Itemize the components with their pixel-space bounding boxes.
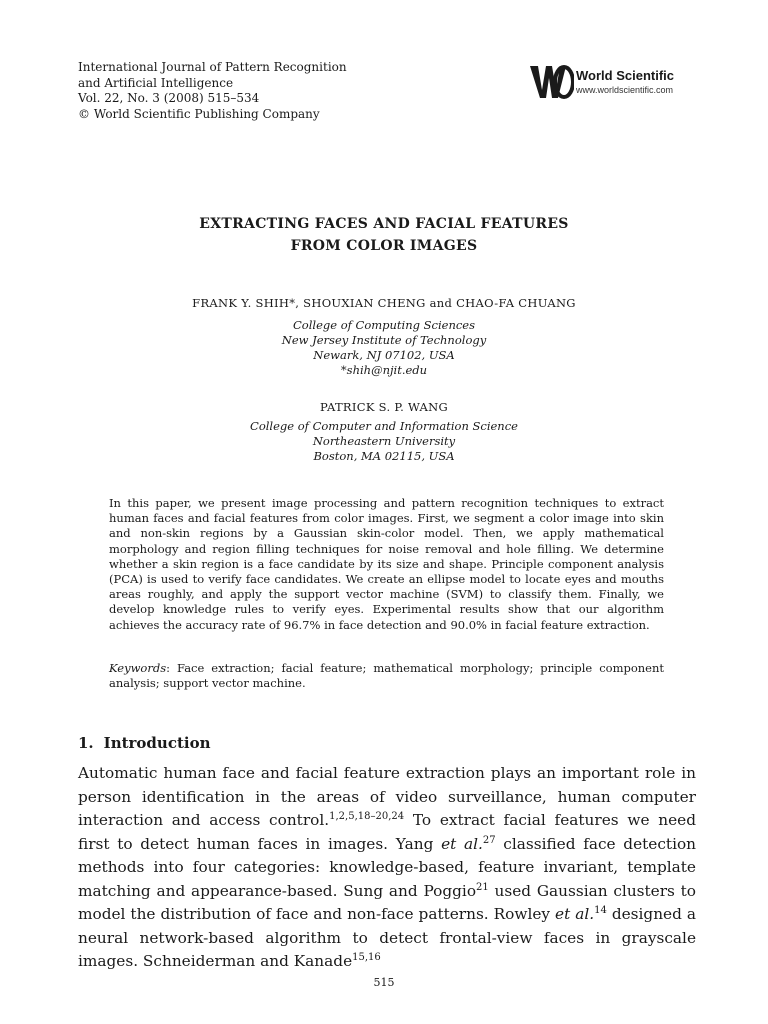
affiliation-line: New Jersey Institute of Technology (281, 333, 487, 347)
text-segment: designed a neural network-based algorithm to detect frontal-view faces in grayscale images. Schneiderman and Kanade (78, 905, 697, 970)
authors-primary: FRANK Y. SHIH*, SHOUXIAN CHENG and CHAO-FA CHUANG (192, 296, 576, 310)
affiliation-line: College of Computing Sciences (292, 318, 476, 332)
author-email: *shih@njit.edu (340, 363, 428, 377)
et-al: et al. (555, 905, 595, 923)
affiliation-1 (0, 318, 768, 378)
text-segment: used Gaussian clusters to model the distribution of face and non-face patterns. Rowley (78, 881, 696, 923)
text-segment: Automatic human face and facial feature extraction plays an important role in person identification in the areas of video surveillance, human computer interaction and access control. (78, 764, 696, 829)
text-segment: classified face detection methods into four categories: knowledge-based, feature invariant, template matching and appearance-based. Sung and Poggio (78, 834, 697, 900)
keywords: Keywords: Face extraction; facial feature; mathematical morphology; principle component analysis; support vector machine. (109, 661, 664, 691)
section-number: 1. (78, 734, 94, 752)
affiliation-line: Boston, MA 02115, USA (313, 449, 455, 463)
citation: 27 (482, 834, 496, 846)
citation: 15,16 (352, 951, 381, 963)
publisher-name: World Scientific (576, 68, 674, 83)
citation: 21 (476, 881, 489, 893)
publisher-logo (528, 62, 708, 102)
section-heading (78, 734, 211, 752)
affiliation-line: Newark, NJ 07102, USA (313, 348, 455, 362)
journal-line: © World Scientific Publishing Company (78, 106, 320, 121)
keywords-text: Face extraction; facial feature; mathematical morphology; principle component analysis; support vector machine. (109, 661, 664, 691)
et-al: et al. (441, 834, 483, 853)
journal-line: Vol. 22, No. 3 (2008) 515–534 (78, 91, 260, 105)
journal-line: International Journal of Pattern Recognition (78, 60, 347, 74)
author-secondary: PATRICK S. P. WANG (320, 400, 448, 414)
world-scientific-logo-icon (528, 62, 574, 102)
journal-info (78, 60, 347, 122)
page-number: 515 (373, 976, 395, 989)
journal-line: and Artificial Intelligence (78, 75, 234, 90)
paper-title-line-2: FROM COLOR IMAGES (290, 238, 478, 254)
abstract: In this paper, we present image processing and pattern recognition techniques to extract human faces and facial features from color images. First, we segment a color image into skin and non-skin regions by a Gaussian skin-color model. Then, we apply mathematical morphology and region filling techniques for noise removal and hole filling. We determine whether a skin region is a face candidate by its size and shape. Principle component analysis (PCA) is used to verify face candidates. We create an ellipse model to locate eyes and mouths areas roughly, and apply the support vector machine (SVM) to classify them. Finally, we develop knowledge rules to verify eyes. Experimental results show that our algorithm achieves the accuracy rate of 96.7% in face detection and 90.0% in facial feature extraction. (109, 496, 664, 632)
citation: 14 (594, 904, 607, 916)
paper-title-line-1: EXTRACTING FACES AND FACIAL FEATURES (199, 216, 569, 232)
keywords-label: Keywords (109, 661, 167, 675)
intro-paragraph (78, 762, 696, 974)
citation: 1,2,5,18–20,24 (329, 810, 405, 822)
affiliation-line: College of Computer and Information Science (250, 419, 518, 433)
text-segment: To extract facial features we need first to detect human faces in images. Yang (78, 811, 696, 853)
affiliation-line: Northeastern University (312, 434, 456, 448)
affiliation-2 (0, 419, 768, 464)
section-title: Introduction (103, 734, 211, 752)
publisher-url: www.worldscientific.com (576, 85, 674, 95)
